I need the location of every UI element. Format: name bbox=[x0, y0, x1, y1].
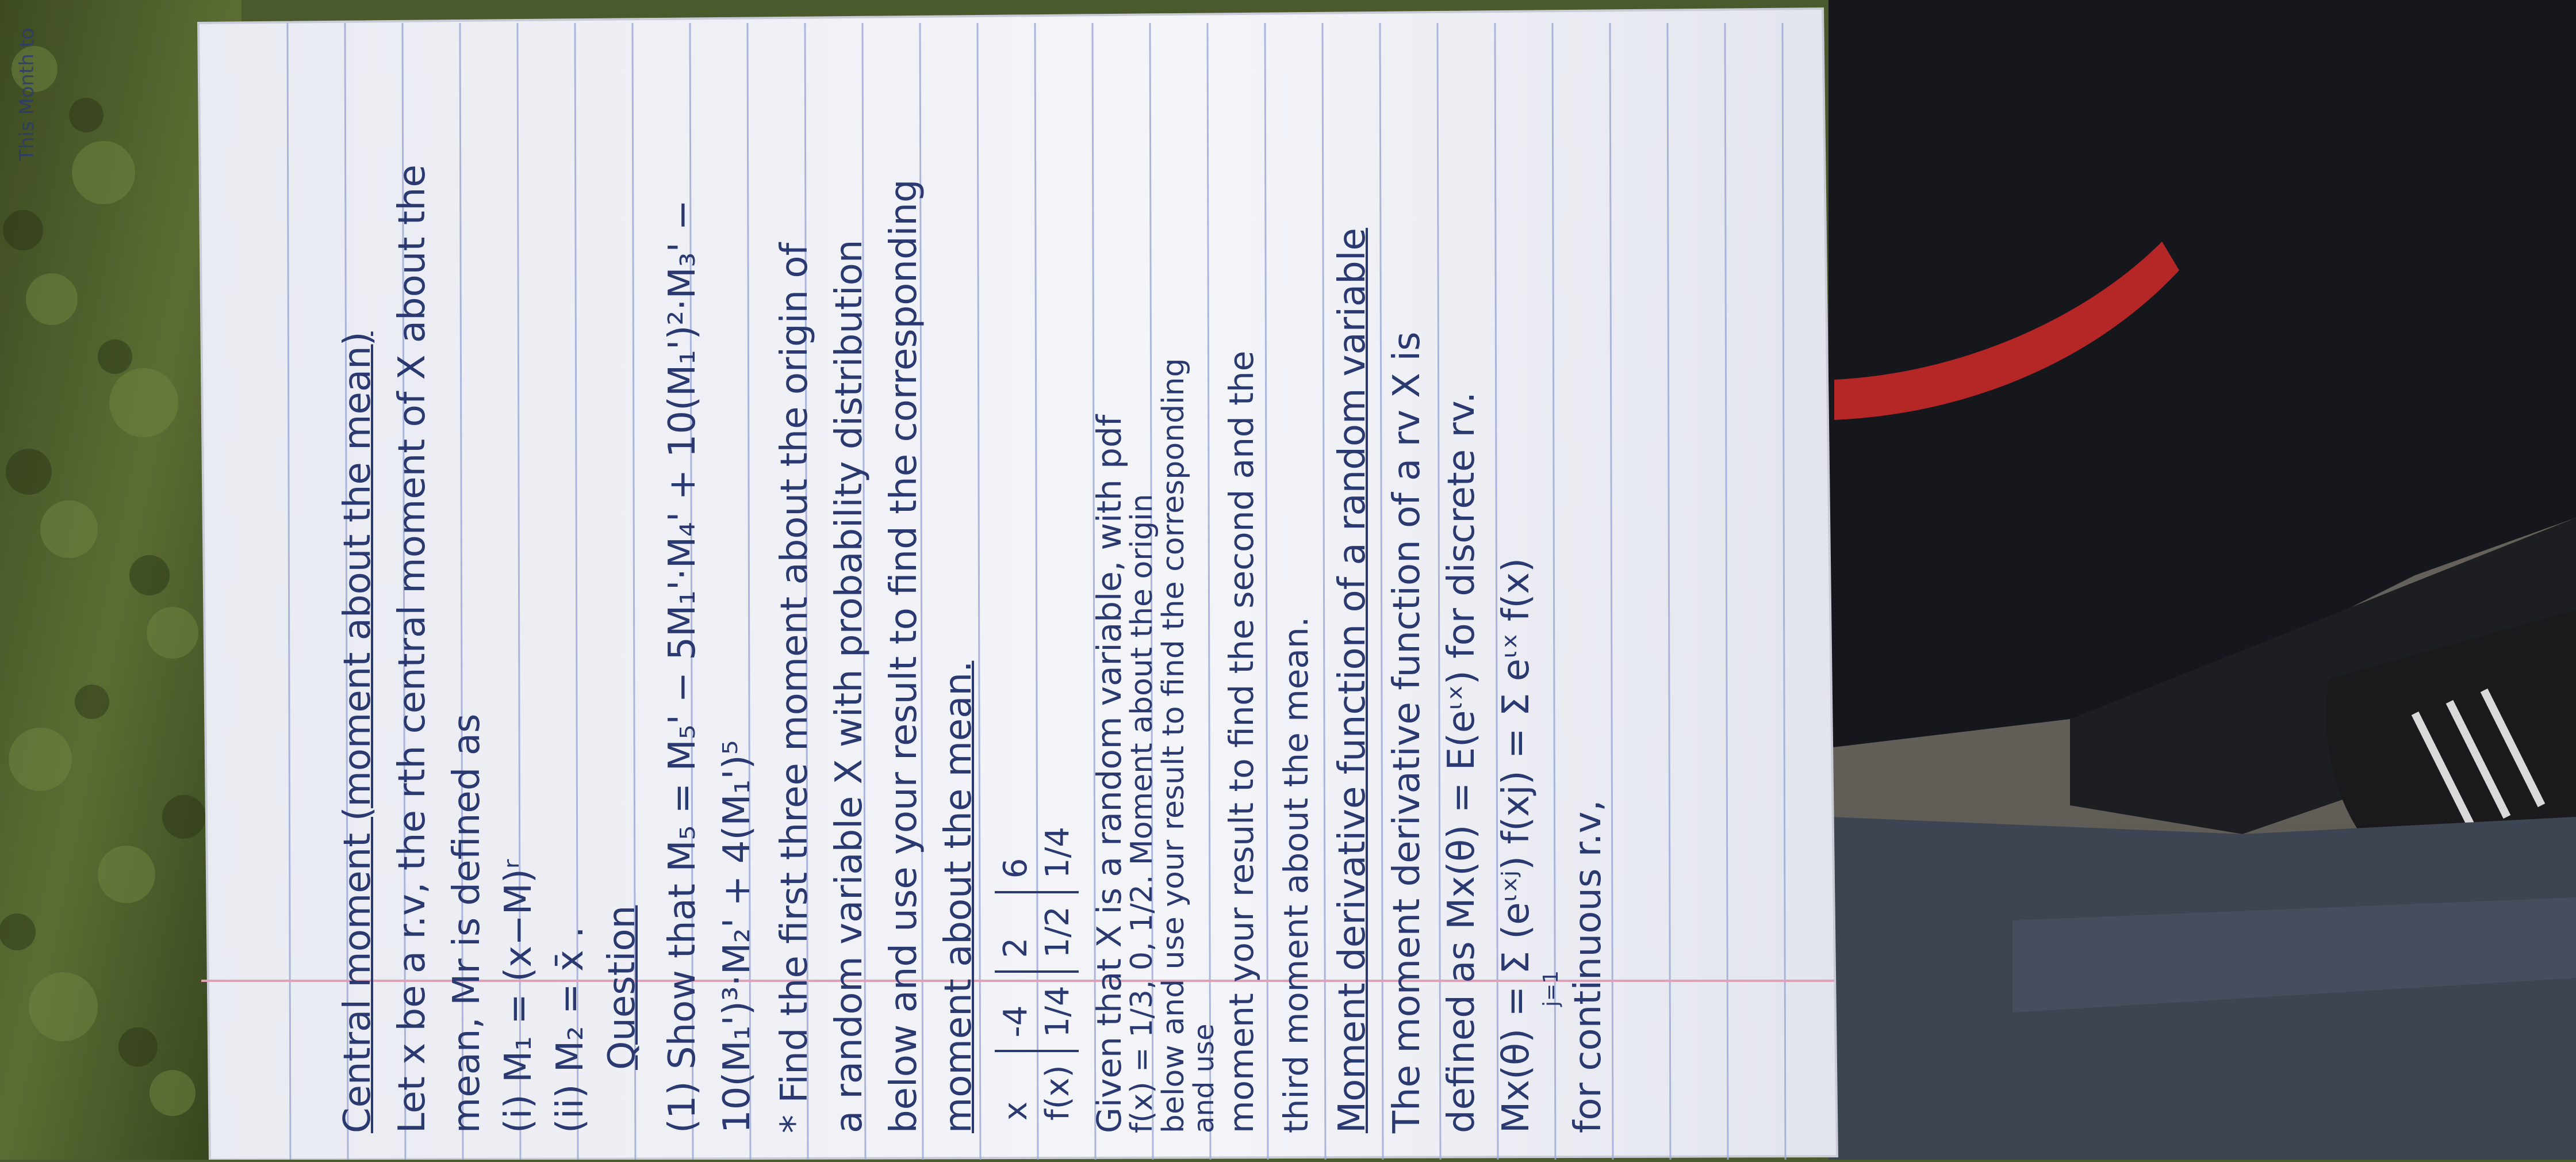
table-row-x bbox=[995, 814, 1037, 1133]
question-3-line-1: Given that X is a random variable, with pdf bbox=[1090, 414, 1129, 1133]
handwritten-notes bbox=[16, 17, 1817, 1150]
heading-central-moment: Central moment (moment about the mean) bbox=[336, 331, 379, 1133]
mgf-heading: Moment derivative function of a random variable bbox=[1331, 228, 1374, 1133]
definition-line-1: Let x be a r.v, the rth central moment of X about the bbox=[391, 165, 434, 1133]
table-cell: -4 bbox=[995, 972, 1037, 1051]
question-label: Question bbox=[601, 905, 643, 1070]
question-3-line-6: third moment about the mean. bbox=[1276, 616, 1316, 1133]
table-cell: 2 bbox=[995, 892, 1037, 972]
definition-line-2: mean, Mr is defined as bbox=[446, 713, 488, 1133]
table-row-label: x bbox=[995, 1051, 1037, 1133]
definition-item-2: (ii) M₂ = x̄ . bbox=[549, 926, 592, 1133]
mgf-sum-index: j=1 bbox=[1539, 970, 1563, 1007]
question-2-line-1: * Find the first three moment about the origin of bbox=[773, 242, 816, 1133]
question-3-line-3: below and use your result to find the corresponding bbox=[1156, 358, 1191, 1133]
probability-table bbox=[995, 814, 1079, 1133]
mgf-line-3: Mx(θ) = Σ (eᶥˣʲ) f(xj) = Σ eᶥˣ f(x) bbox=[1495, 557, 1538, 1133]
table-cell: 1/4 bbox=[1039, 827, 1076, 879]
table-cell: 1/2 bbox=[1037, 892, 1079, 972]
table-row-fx bbox=[1037, 814, 1079, 1133]
table-cell: 1/4 bbox=[1037, 972, 1079, 1051]
mgf-line-2: defined as Mx(θ) = E(eᶥˣ) for discrete rv. bbox=[1440, 391, 1483, 1133]
table-row-label: f(x) bbox=[1037, 1051, 1079, 1133]
question-3-line-5: moment your result to find the second and the bbox=[1222, 350, 1261, 1133]
question-3-line-4: and use bbox=[1188, 1023, 1220, 1133]
question-3-line-2: f(x) = 1/3, 0, 1/2. Moment about the origin bbox=[1125, 494, 1159, 1133]
question-2-line-4: moment about the mean. bbox=[937, 660, 980, 1133]
definition-item-1: (i) M₁ = (x−M)ʳ bbox=[497, 859, 540, 1133]
mgf-line-4: for continuous r.v, bbox=[1567, 800, 1609, 1133]
table-cell: 6 bbox=[997, 858, 1034, 879]
margin-scribble: This Month to bbox=[16, 28, 39, 161]
question-1-line-2: 10(M₁')³·M₂' + 4(M₁')⁵ bbox=[716, 740, 758, 1133]
question-2-line-3: below and use your result to find the corresponding bbox=[883, 179, 925, 1133]
mgf-line-1: The moment derivative function of a rv X is bbox=[1386, 331, 1428, 1133]
question-1-line-1: (1) Show that M₅ = M₅' − 5M₁'·M₄' + 10(M₁')²·M₃' − bbox=[661, 200, 704, 1133]
question-2-line-2: a random variable X with probability distribution bbox=[828, 239, 871, 1133]
